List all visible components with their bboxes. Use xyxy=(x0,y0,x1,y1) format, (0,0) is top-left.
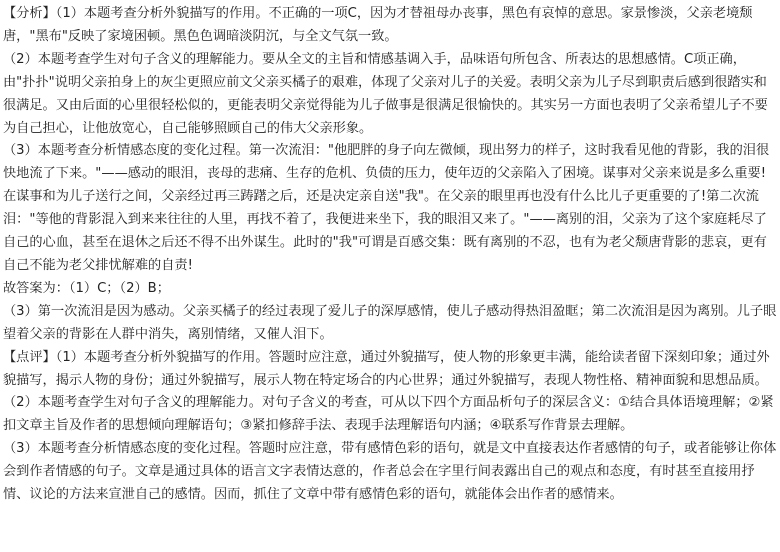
comment-paragraph-1: 【点评】（1）本题考查分析外貌描写的作用。答题时应注意，通过外貌描写，使人物的形象更丰满，能给读者留下深刻印象；通过外貌描写，揭示人物的身份；通过外貌描写，展示人物在特定场合的内心世界；通过外貌描写，表现人物性格、精神面貌和思想品质。 xyxy=(3,349,770,388)
analysis-paragraph-1: 【分析】（1）本题考查分析外貌描写的作用。不正确的一项C，因为才替祖母办丧事，黑色有哀悼的意思。家景惨淡，父亲老境颓唐，"黑布"反映了家境困顿。黑色色调暗淡阴沉，与全文气氛一致。 xyxy=(3,6,753,44)
analysis-paragraph-3: （3）本题考查分析情感态度的变化过程。第一次流泪："他肥胖的身子向左微倾，现出努力的样子，这时我看见他的背影，我的泪很快地流了下来。"——感动的眼泪，丧母的悲痛、生存的危机、负债的压力，使年迈的父亲陷入了困境。谋事对父亲来说是多么重要!在谋事和为儿子送行之间，父亲经过再三踌躇之后，还是决定亲自送"我"。在父亲的眼里再也没有什么比儿子更重要的了!第二次流泪："等他的背影混入到来来往往的人里，再找不着了，我便进来坐下，我的眼泪又来了。"——离别的泪，父亲为了这个家庭耗尽了自己的心血，甚至在退休之后还不得不出外谋生。此时的"我"可谓是百感交集：既有离别的不忍，也有为老父颓唐背影的悲哀，更有自己不能为老父排忧解难的自责! xyxy=(3,143,770,273)
comment-paragraph-2: （2）本题考查学生对句子含义的理解能力。对句子含义的考查，可从以下四个方面品析句子的深层含义：①结合具体语境理解；②紧扣文章主旨及作者的思想倾向理解语句；③紧扣修辞手法、表现手法理解语句内涵；④联系写作背景去理解。 xyxy=(3,395,774,434)
answer-line: 故答案为：（1）C；（2）B； xyxy=(3,280,170,296)
comment-paragraph-3: （3）本题考查分析情感态度的变化过程。答题时应注意，带有感情色彩的语句，就是文中直接表达作者感情的句子，或者能够让你体会到作者情感的句子。文章是通过具体的语言文字表情达意的，作者总会在字里行间表露出自己的观点和态度，有时甚至直接用抒情、议论的方法来宣泄自己的感情。因而，抓住了文章中带有感情色彩的语句，就能体会出作者的感情来。 xyxy=(3,441,777,503)
analysis-paragraph-2: （2）本题考查学生对句子含义的理解能力。要从全文的主旨和情感基调入手，品味语句所包含、所表达的思想感情。C项正确，由"扑扑"说明父亲拍身上的灰尘更照应前文父亲买橘子的艰难，体现了父亲对儿子的关爱。表明父亲为儿子尽到职责后感到很踏实和很满足。又由后面的心里很轻松似的，更能表明父亲觉得能为儿子做事是很满足很愉快的。其实另一方面也表明了父亲希望儿子不要为自己担心，让他放宽心，自己能够照顾自己的伟大父亲形象。 xyxy=(3,51,768,136)
answer-paragraph-3: （3）第一次流泪是因为感动。父亲买橘子的经过表现了爱儿子的深厚感情，使儿子感动得热泪盈眶；第二次流泪是因为离别。儿子眼望着父亲的背影在人群中消失，离别情绪，又催人泪下。 xyxy=(3,303,777,342)
